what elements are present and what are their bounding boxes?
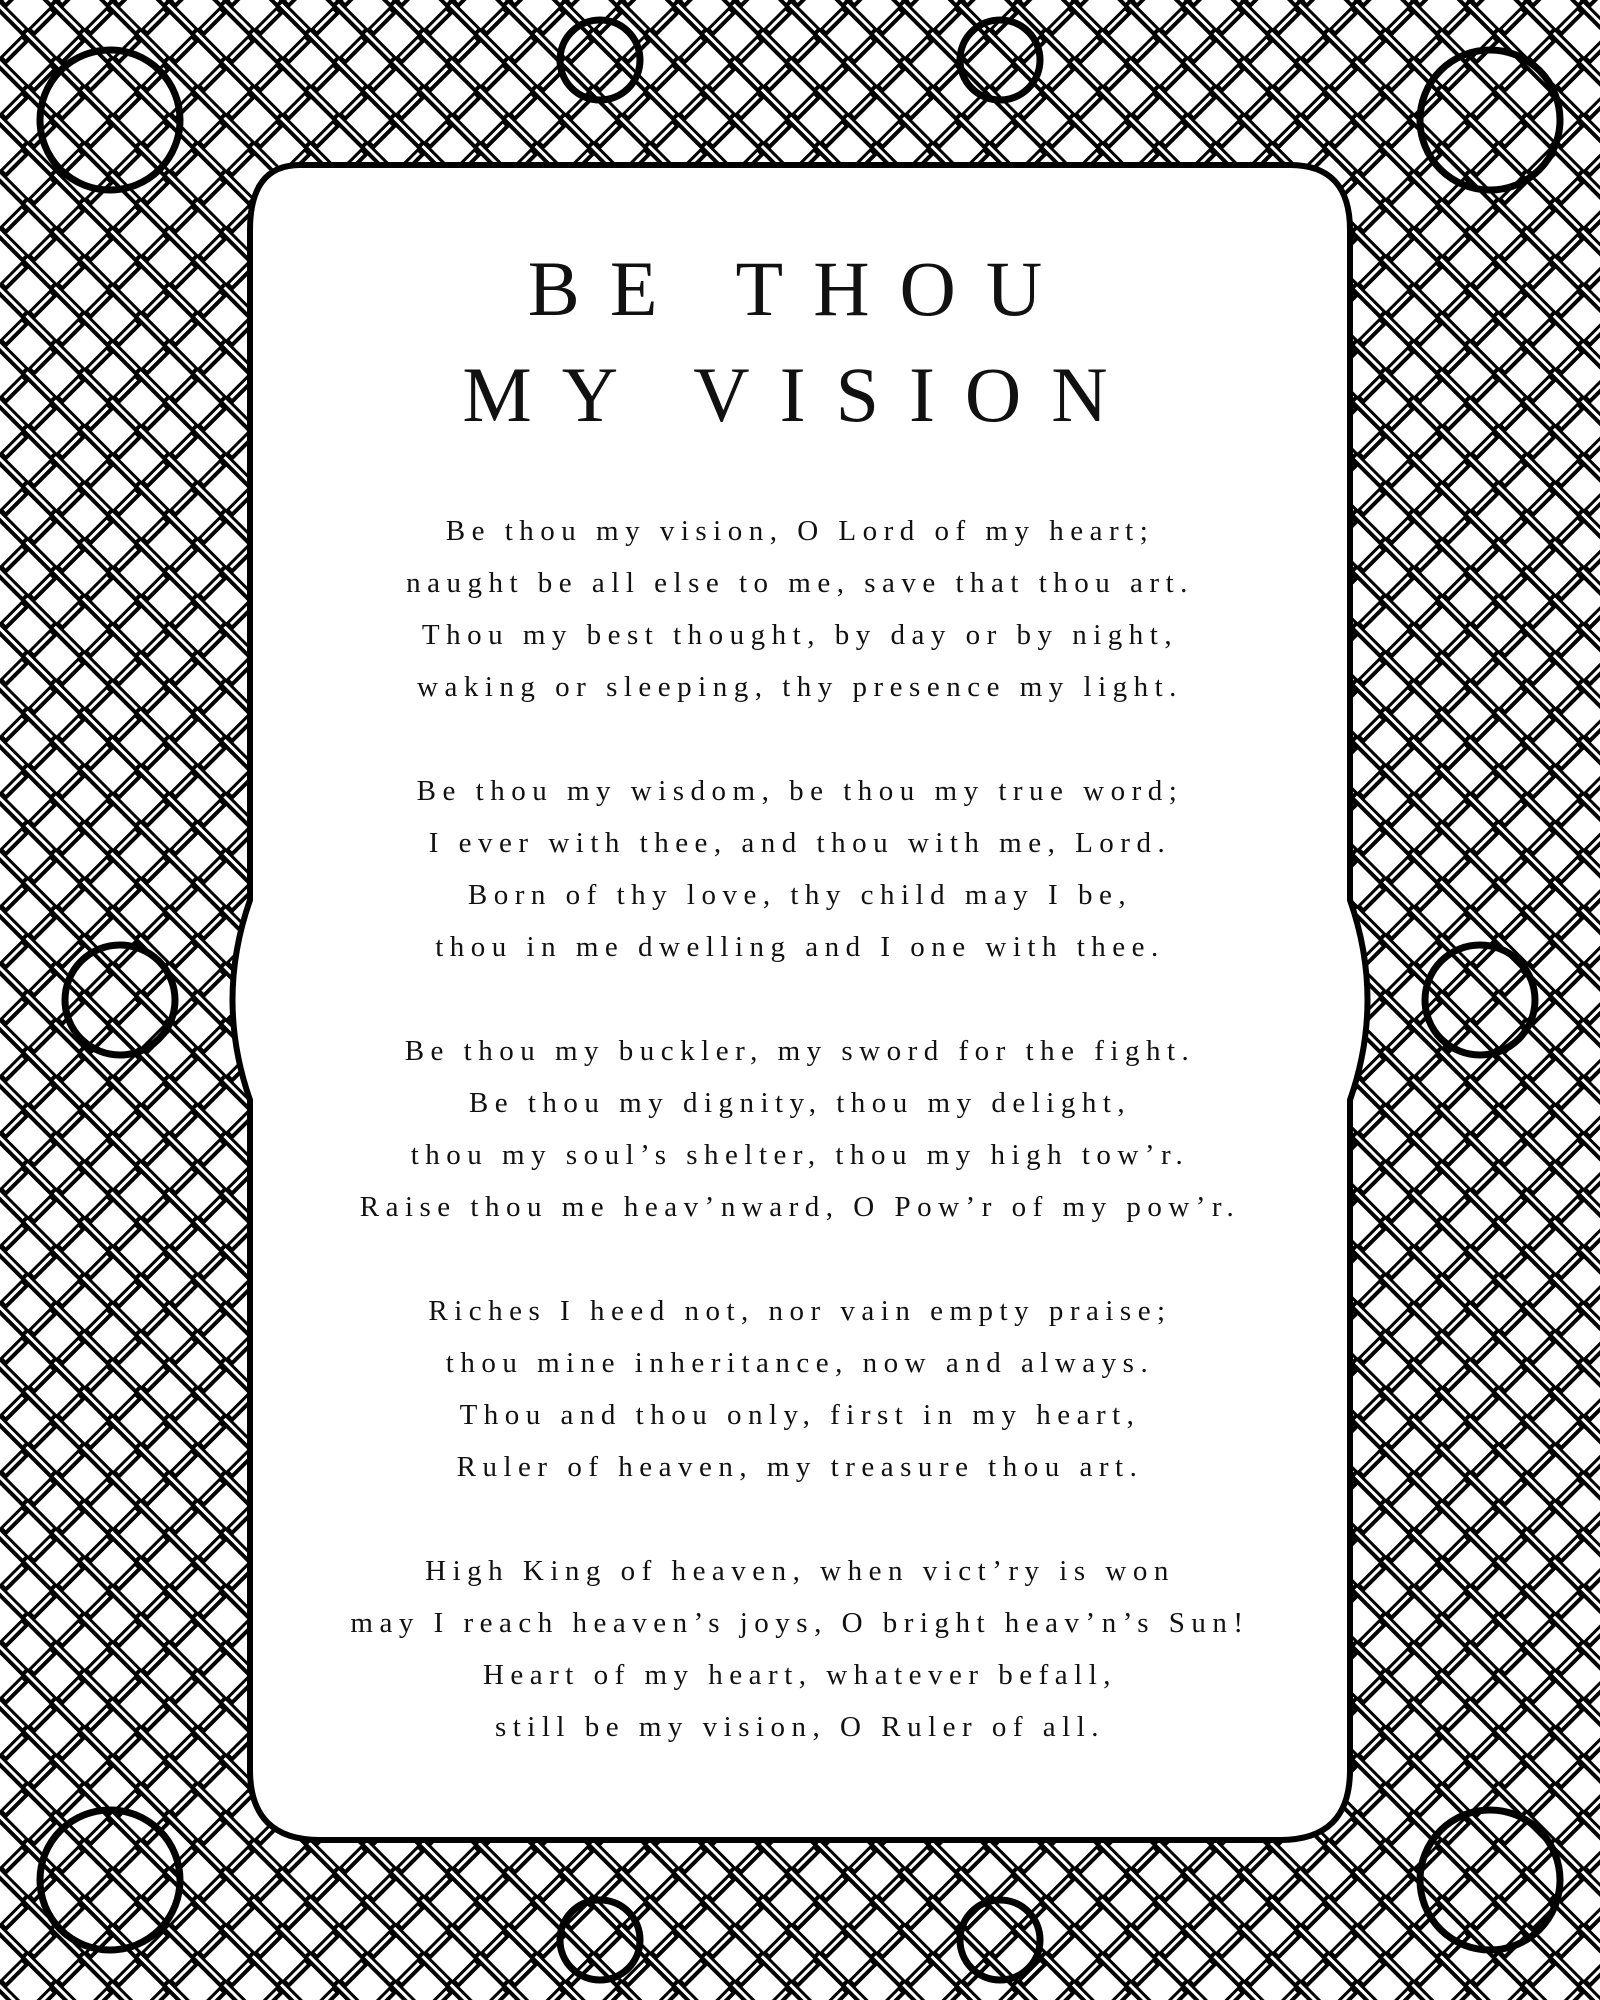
title-line-1: BE THOU bbox=[527, 245, 1073, 332]
verse-line: Be thou my wisdom, be thou my true word; bbox=[416, 775, 1184, 807]
verse-line: Thou and thou only, first in my heart, bbox=[459, 1399, 1141, 1431]
verse-line: thou in me dwelling and I one with thee. bbox=[435, 931, 1165, 963]
stanza bbox=[0, 1025, 1600, 1233]
verse-line: still be my vision, O Ruler of all. bbox=[494, 1711, 1106, 1743]
verse-line: waking or sleeping, thy presence my light. bbox=[417, 671, 1183, 703]
stanza bbox=[0, 765, 1600, 973]
verse-line: Riches I heed not, nor vain empty praise; bbox=[428, 1295, 1172, 1327]
title-line-2: MY VISION bbox=[462, 351, 1138, 438]
verse-line: Born of thy love, thy child may I be, bbox=[467, 879, 1133, 911]
verse-line: naught be all else to me, save that thou art. bbox=[406, 567, 1194, 599]
verse-line: Be thou my buckler, my sword for the fight. bbox=[404, 1035, 1196, 1067]
verse-line: may I reach heaven’s joys, O bright heav’n’s Sun! bbox=[350, 1607, 1250, 1639]
verse-line: thou my soul’s shelter, thou my high tow’r. bbox=[410, 1139, 1190, 1171]
verse-line: thou mine inheritance, now and always. bbox=[445, 1347, 1155, 1379]
stanza bbox=[0, 1545, 1600, 1753]
hymn-verses bbox=[0, 505, 1600, 1805]
verse-line: I ever with thee, and thou with me, Lord. bbox=[428, 827, 1172, 859]
stanza bbox=[0, 1285, 1600, 1493]
verse-line: Ruler of heaven, my treasure thou art. bbox=[456, 1451, 1144, 1483]
verse-line: High King of heaven, when vict’ry is won bbox=[425, 1555, 1175, 1587]
stanza bbox=[0, 505, 1600, 713]
verse-line: Be thou my dignity, thou my delight, bbox=[468, 1087, 1132, 1119]
verse-line: Raise thou me heav’nward, O Pow’r of my pow’r. bbox=[359, 1191, 1241, 1223]
verse-line: Heart of my heart, whatever befall, bbox=[482, 1659, 1118, 1691]
verse-line: Be thou my vision, O Lord of my heart; bbox=[445, 515, 1155, 547]
verse-line: Thou my best thought, by day or by night, bbox=[421, 619, 1179, 651]
